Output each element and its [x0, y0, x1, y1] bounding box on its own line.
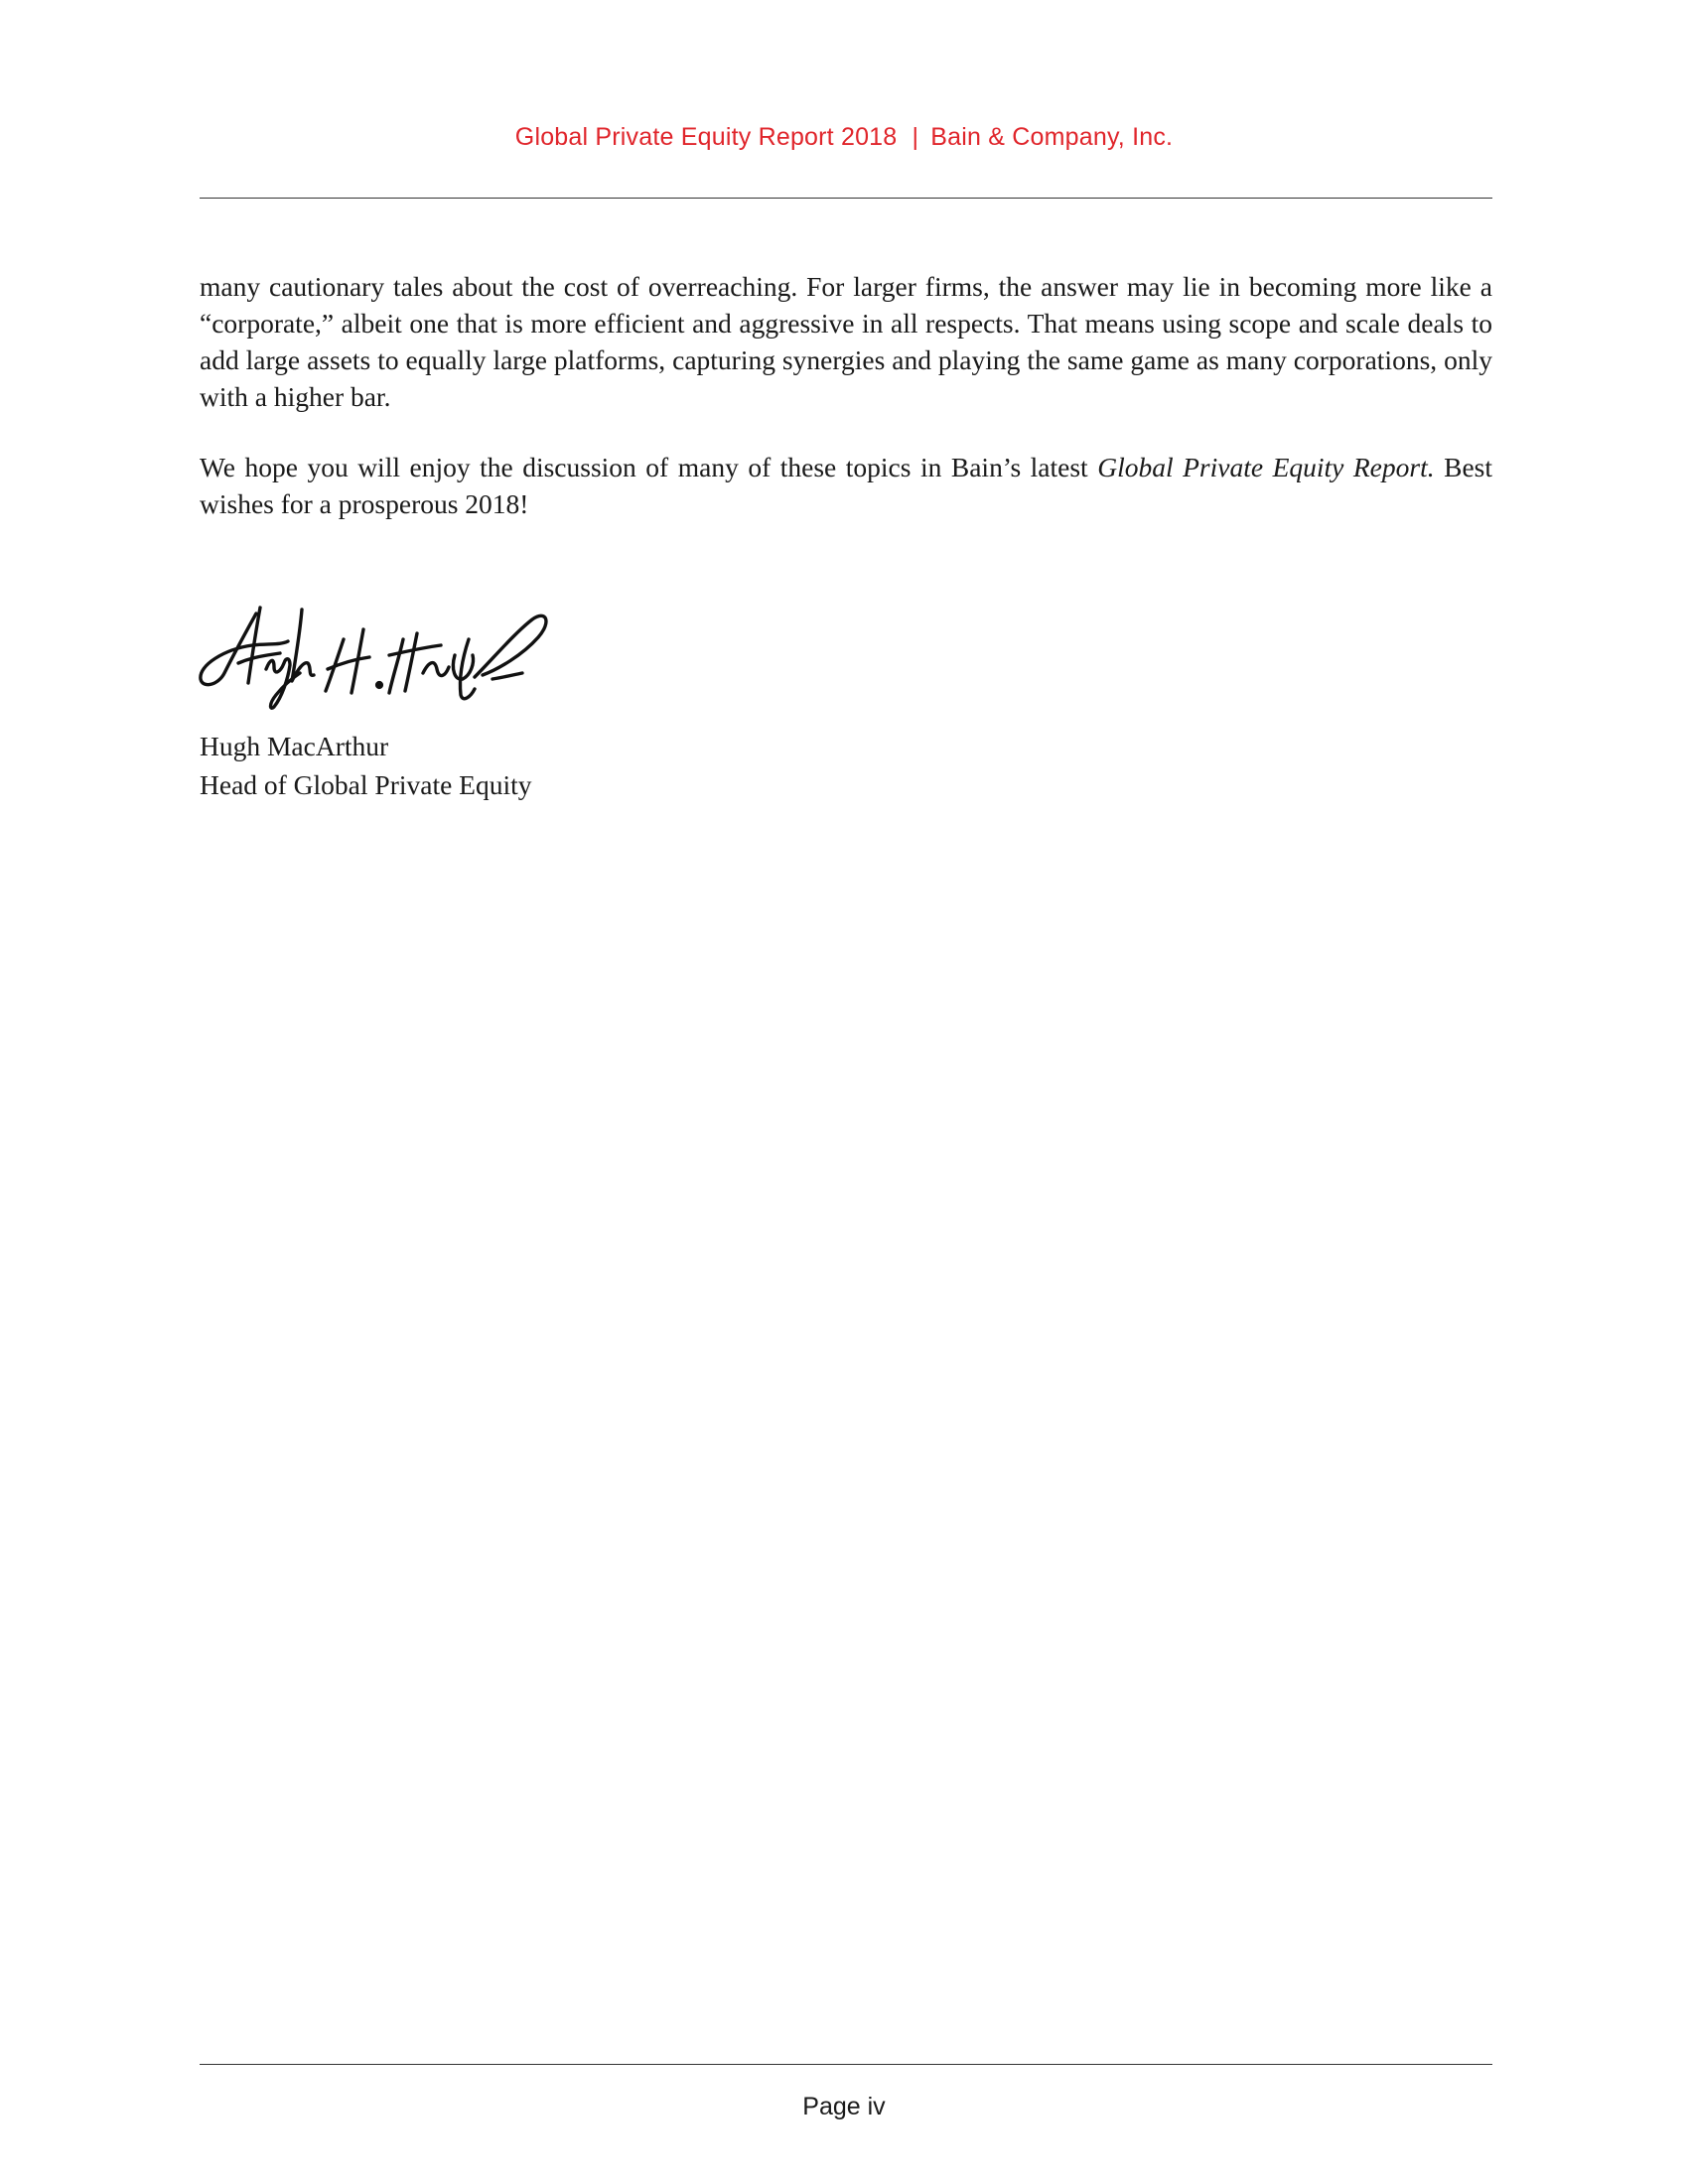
- paragraph-2-text-end: Best wishes for a prosperous 2018!: [200, 452, 1492, 519]
- header-report-title: Global Private Equity Report 2018: [514, 123, 898, 151]
- header-company: Bain & Company, Inc.: [930, 123, 1174, 151]
- page-header: [0, 123, 1688, 152]
- header-divider: [200, 198, 1492, 199]
- body-paragraph-2: [200, 449, 1492, 522]
- footer-divider: [200, 2064, 1492, 2065]
- handwritten-signature: [195, 600, 552, 715]
- paragraph-2-text-start: We hope you will enjoy the discussion of many of these topics in Bain’s latest: [200, 452, 1098, 482]
- report-title-italic: Global Private Equity Report.: [1097, 452, 1435, 482]
- body-paragraph-1: many cautionary tales about the cost of overreaching. For larger firms, the answer may lie in becoming more like a “corporate,” albeit one that is more efficient and aggressive in all respects. That means using scope and scale deals to add large assets to equally large platforms, capturing synergies and playing the same game as many corporations, only with a higher bar.: [200, 271, 1492, 412]
- header-separator: |: [912, 123, 919, 151]
- page-number: Page iv: [802, 2093, 886, 2120]
- signatory-title: Head of Global Private Equity: [200, 769, 532, 800]
- signatory-name: Hugh MacArthur: [200, 731, 389, 761]
